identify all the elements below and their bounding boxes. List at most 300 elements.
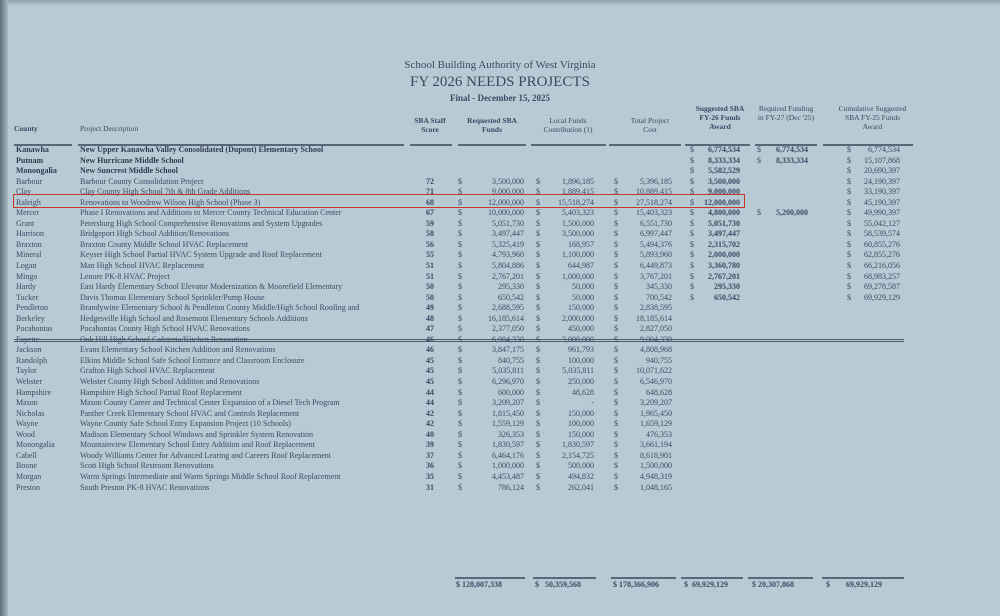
project-description-cell: Bridgeport High School Addition/Renovations <box>80 229 230 239</box>
project-description-cell: Pocahontas County High School HVAC Renovations <box>80 324 250 334</box>
total-cell: 648,628 <box>646 387 672 397</box>
cumulative-cell: 62,855,276 <box>864 250 900 260</box>
county-cell: Braxton <box>16 239 42 249</box>
currency-sign: $ <box>614 208 618 218</box>
county-cell: Logan <box>16 261 37 271</box>
total-cell: 10,889,415 <box>636 187 672 197</box>
score-cell: 50 <box>426 282 434 292</box>
suggested-cell: 2,767,201 <box>708 271 740 281</box>
col-header-required: Required Funding in FY-27 (Dec '25) <box>757 104 815 122</box>
suggested-cell: 650,542 <box>714 292 740 302</box>
table-row <box>14 293 914 304</box>
total-cell: 3,767,201 <box>640 271 672 281</box>
page-subtitle: Final - December 15, 2025 <box>449 93 551 103</box>
currency-sign: $ <box>690 145 694 154</box>
currency-sign: $ <box>458 345 462 355</box>
score-cell: 58 <box>426 229 434 239</box>
county-cell: Barbour <box>16 176 43 186</box>
project-description-cell: South Preston PK-8 HVAC Renovations <box>80 482 210 492</box>
requested-cell: 6,464,176 <box>492 450 524 460</box>
total-cost-value: 178,366,906 <box>619 580 659 589</box>
currency-sign: $ <box>614 461 618 471</box>
currency-sign: $ <box>458 387 462 397</box>
local-cell: 5,035,811 <box>562 366 594 376</box>
project-description-cell: Evans Elementary School Kitchen Addition and Renovations <box>80 345 276 355</box>
currency-sign: $ <box>536 387 540 397</box>
currency-sign: $ <box>690 187 694 197</box>
table-row <box>14 430 914 441</box>
county-cell: Monongalia <box>16 440 55 450</box>
required-cell: 8,333,334 <box>776 155 808 165</box>
requested-cell: 1,000,000 <box>492 461 524 471</box>
currency-sign: $ <box>458 197 462 207</box>
score-cell: 56 <box>426 239 434 249</box>
project-description-cell: Hedgesville High School and Rosemont Elementary Schools Additions <box>80 313 308 323</box>
clay-row-highlight-box <box>13 194 745 208</box>
county-cell: Mingo <box>16 271 38 281</box>
table-row <box>14 419 914 430</box>
currency-sign: $ <box>614 387 618 397</box>
requested-cell: 3,847,175 <box>492 345 524 355</box>
currency-sign: $ <box>614 429 618 439</box>
currency-sign: $ <box>614 450 618 460</box>
score-cell: 35 <box>426 471 434 481</box>
currency-sign: $ <box>847 282 851 292</box>
currency-sign: $ <box>690 176 694 186</box>
project-description-cell: Petersburg High School Comprehensive Renovations and System Upgrades <box>80 218 323 228</box>
totals-rule <box>611 577 676 579</box>
currency-sign: $ <box>536 482 540 492</box>
county-cell: Kanawha <box>16 145 49 154</box>
total-cell: 8,618,901 <box>640 450 672 460</box>
cumulative-cell: 15,107,868 <box>864 155 900 165</box>
currency-sign: $ <box>614 250 618 260</box>
table-row <box>14 345 914 356</box>
total-local <box>535 580 581 590</box>
currency-sign: $ <box>690 271 694 281</box>
currency-sign: $ <box>690 218 694 228</box>
requested-cell: 10,000,000 <box>488 208 524 218</box>
score-cell: 45 <box>426 355 434 365</box>
currency-sign: $ <box>614 303 618 313</box>
total-suggested <box>684 580 728 590</box>
local-cell: 150,000 <box>568 408 594 418</box>
currency-sign: $ <box>614 471 618 481</box>
total-cell: 3,661,194 <box>640 440 672 450</box>
score-cell: 55 <box>426 250 434 260</box>
table-row <box>14 240 914 251</box>
currency-sign: $ <box>536 440 540 450</box>
col-header-cumulative: Cumulative Suggested SBA FY-25 Funds Award <box>838 104 907 131</box>
county-cell: Clay <box>16 187 32 197</box>
county-cell: Nicholas <box>16 408 45 418</box>
score-cell: 59 <box>426 218 434 228</box>
score-cell: 45 <box>426 366 434 376</box>
currency-sign: $ <box>536 292 540 302</box>
currency-sign: $ <box>613 580 617 589</box>
total-cumulative-value: 69,929,129 <box>846 580 882 589</box>
required-cell: 6,774,534 <box>776 145 808 154</box>
project-description-cell: Woody Williams Center for Advanced Learing and Careers Roof Replacement <box>80 450 332 460</box>
suggested-cell: 6,774,534 <box>708 145 740 154</box>
county-cell: Berkeley <box>16 313 45 323</box>
score-cell: 48 <box>426 313 434 323</box>
requested-cell: 600,000 <box>498 387 524 397</box>
currency-sign: $ <box>614 366 618 376</box>
currency-sign: $ <box>752 580 756 589</box>
local-cell: 250,000 <box>568 377 594 387</box>
currency-sign: $ <box>536 218 540 228</box>
project-description-cell: Phase I Renovations and Additions to Mercer County Technical Education Center <box>80 208 342 218</box>
local-cell: 961,793 <box>568 345 594 355</box>
total-cell: 2,838,595 <box>640 303 672 313</box>
currency-sign: $ <box>536 429 540 439</box>
score-cell: 45 <box>426 377 434 387</box>
county-cell: Preston <box>16 482 40 492</box>
county-cell: Putnam <box>16 155 44 165</box>
currency-sign: $ <box>847 218 851 228</box>
currency-sign: $ <box>614 218 618 228</box>
currency-sign: $ <box>847 292 851 302</box>
currency-sign: $ <box>536 197 540 207</box>
col-header-description: Project Description <box>80 124 139 133</box>
requested-cell: 1,559,129 <box>492 419 524 429</box>
suggested-cell: 3,497,447 <box>708 229 740 239</box>
requested-cell: 16,185,614 <box>488 313 524 323</box>
cumulative-cell: 60,855,276 <box>864 239 900 249</box>
total-cell: 4,948,319 <box>640 471 672 481</box>
project-description-cell: Renovations to Woodrow Wilson High School (Phase 3) <box>80 197 261 207</box>
currency-sign: $ <box>826 580 830 589</box>
total-cell: 345,330 <box>646 282 672 292</box>
local-cell: 48,628 <box>572 387 594 397</box>
currency-sign: $ <box>847 166 851 176</box>
project-description-cell: New Suncrest Middle School <box>80 166 178 176</box>
local-cell: 100,000 <box>568 355 594 365</box>
currency-sign: $ <box>614 408 618 418</box>
currency-sign: $ <box>614 176 618 186</box>
currency-sign: $ <box>458 261 462 271</box>
suggested-cell: 3,360,780 <box>708 261 740 271</box>
county-cell: Wood <box>16 429 35 439</box>
county-cell: Taylor <box>16 366 37 376</box>
currency-sign: $ <box>458 313 462 323</box>
county-cell: Hampshire <box>16 387 52 397</box>
suggested-cell: 4,800,000 <box>708 208 740 218</box>
requested-cell: 326,353 <box>498 429 524 439</box>
total-cell: 6,449,873 <box>640 261 672 271</box>
county-cell: Raleigh <box>16 197 41 207</box>
requested-cell: 5,051,730 <box>492 218 524 228</box>
cumulative-cell: 69,278,587 <box>864 282 900 292</box>
currency-sign: $ <box>458 419 462 429</box>
table-row <box>14 324 914 335</box>
currency-sign: $ <box>536 471 540 481</box>
currency-sign: $ <box>690 166 694 176</box>
currency-sign: $ <box>614 197 618 207</box>
currency-sign: $ <box>614 313 618 323</box>
currency-sign: $ <box>458 355 462 365</box>
suggested-cell: 295,330 <box>714 282 740 292</box>
currency-sign: $ <box>684 580 688 589</box>
requested-cell: 5,035,811 <box>492 366 524 376</box>
cumulative-cell: 55,042,127 <box>864 218 900 228</box>
total-cell: 10,071,622 <box>636 366 672 376</box>
project-description-cell: Barbour County Consolidation Project <box>80 176 204 186</box>
currency-sign: $ <box>690 261 694 271</box>
currency-sign: $ <box>847 208 851 218</box>
currency-sign: $ <box>536 303 540 313</box>
county-cell: Wayne <box>16 419 39 429</box>
currency-sign: $ <box>458 250 462 260</box>
currency-sign: $ <box>847 239 851 249</box>
totals-rule <box>533 577 596 579</box>
currency-sign: $ <box>757 155 761 165</box>
currency-sign: $ <box>536 450 540 460</box>
score-cell: 47 <box>426 324 434 334</box>
county-cell: Mercer <box>16 208 40 218</box>
score-cell: 51 <box>426 271 434 281</box>
currency-sign: $ <box>536 239 540 249</box>
cumulative-cell: 58,539,574 <box>864 229 900 239</box>
score-cell: 67 <box>426 208 434 218</box>
currency-sign: $ <box>614 271 618 281</box>
currency-sign: $ <box>535 580 539 589</box>
currency-sign: $ <box>847 250 851 260</box>
total-cell: 476,353 <box>646 429 672 439</box>
currency-sign: $ <box>614 398 618 408</box>
table-row <box>14 377 914 388</box>
currency-sign: $ <box>458 461 462 471</box>
currency-sign: $ <box>458 292 462 302</box>
currency-sign: $ <box>847 145 851 154</box>
currency-sign: $ <box>847 187 851 197</box>
currency-sign: $ <box>536 282 540 292</box>
total-cell: 1,965,450 <box>640 408 672 418</box>
county-cell: Jackson <box>16 345 42 355</box>
col-header-local: Local Funds Contribution (1) <box>543 116 593 134</box>
local-cell: 262,041 <box>568 482 594 492</box>
county-cell: Mason <box>16 398 38 408</box>
project-description-cell: Davis Thomas Elementary School Sprinkler/Pump House <box>80 292 265 302</box>
score-cell: 40 <box>426 429 434 439</box>
suggested-cell: 5,582,529 <box>708 166 740 176</box>
currency-sign: $ <box>690 282 694 292</box>
cumulative-cell: 20,690,397 <box>864 166 900 176</box>
currency-sign: $ <box>536 408 540 418</box>
local-cell: 644,987 <box>568 261 594 271</box>
currency-sign: $ <box>536 229 540 239</box>
local-cell: 3,500,000 <box>562 229 594 239</box>
table-row <box>14 250 914 261</box>
currency-sign: $ <box>458 187 462 197</box>
table-row <box>14 261 914 272</box>
county-cell: Cabell <box>16 450 37 460</box>
cumulative-cell: 49,990,397 <box>864 208 900 218</box>
currency-sign: $ <box>536 398 540 408</box>
currency-sign: $ <box>690 197 694 207</box>
totals-rule <box>455 577 525 579</box>
project-description-cell: Scott High School Restroom Renovations <box>80 461 214 471</box>
local-cell: 5,403,323 <box>562 208 594 218</box>
total-cell: 2,827,050 <box>640 324 672 334</box>
requested-cell: 3,497,447 <box>492 229 524 239</box>
table-row <box>14 229 914 240</box>
currency-sign: $ <box>458 324 462 334</box>
currency-sign: $ <box>757 145 761 154</box>
score-cell: 71 <box>426 187 434 197</box>
requested-cell: 295,330 <box>498 282 524 292</box>
project-description-cell: Elkins Middle School Safe School Entrance and Classroom Enclosure <box>80 355 305 365</box>
col-header-suggested: Suggested SBA FY-26 Funds Award <box>695 104 745 131</box>
requested-cell: 4,793,960 <box>492 250 524 260</box>
col-header-score: SBA Staff Score <box>414 116 446 134</box>
currency-sign: $ <box>536 208 540 218</box>
currency-sign: $ <box>536 313 540 323</box>
county-cell: Mineral <box>16 250 42 260</box>
currency-sign: $ <box>458 176 462 186</box>
total-cell: 6,546,970 <box>640 377 672 387</box>
currency-sign: $ <box>690 250 694 260</box>
local-cell: 1,889,415 <box>562 187 594 197</box>
currency-sign: $ <box>458 440 462 450</box>
requested-cell: 2,377,050 <box>492 324 524 334</box>
total-cell: 5,494,376 <box>640 239 672 249</box>
project-description-cell: Webster County High School Addition and Renovations <box>80 377 260 387</box>
project-description-cell: Grafton High School HVAC Replacement <box>80 366 215 376</box>
total-requested-value: 128,007,338 <box>462 580 502 589</box>
org-name: School Building Authority of West Virginia <box>404 59 596 71</box>
table-row <box>14 303 914 314</box>
currency-sign: $ <box>458 429 462 439</box>
currency-sign: $ <box>458 408 462 418</box>
suggested-cell: 3,500,000 <box>708 176 740 186</box>
score-cell: 39 <box>426 440 434 450</box>
table-row <box>14 208 914 219</box>
score-cell: 49 <box>426 303 434 313</box>
currency-sign: $ <box>458 377 462 387</box>
table-row <box>14 356 914 367</box>
currency-sign: $ <box>536 419 540 429</box>
currency-sign: $ <box>536 176 540 186</box>
score-cell: 51 <box>426 261 434 271</box>
table-row <box>14 156 914 167</box>
table-row <box>14 409 914 420</box>
local-cell: 1,100,000 <box>562 250 594 260</box>
table-row <box>14 145 914 156</box>
requested-cell: 1,815,450 <box>492 408 524 418</box>
suggested-cell: 2,000,000 <box>708 250 740 260</box>
currency-sign: $ <box>690 229 694 239</box>
currency-sign: $ <box>614 482 618 492</box>
suggested-cell: 8,333,334 <box>708 155 740 165</box>
county-cell: Boone <box>16 461 37 471</box>
local-cell: 50,000 <box>572 292 594 302</box>
county-cell: Pocahontas <box>16 324 53 334</box>
cumulative-cell: 68,983,257 <box>864 271 900 281</box>
county-cell: Hardy <box>16 282 36 292</box>
local-cell: - <box>591 398 594 408</box>
county-cell: Randolph <box>16 355 48 365</box>
currency-sign: $ <box>458 282 462 292</box>
county-cell: Harrison <box>16 229 44 239</box>
total-requested <box>456 580 502 590</box>
cumulative-cell: 6,774,534 <box>868 145 900 154</box>
photo-frame-top <box>0 0 1000 6</box>
currency-sign: $ <box>536 366 540 376</box>
local-cell: 450,000 <box>568 324 594 334</box>
currency-sign: $ <box>536 250 540 260</box>
score-cell: 44 <box>426 398 434 408</box>
required-cell: 5,200,000 <box>776 208 808 218</box>
score-cell: 46 <box>426 345 434 355</box>
project-description-cell: Warm Springs Intermediate and Warm Springs Middle School Roof Replacement <box>80 471 341 481</box>
county-cell: Tucker <box>16 292 39 302</box>
requested-cell: 786,124 <box>498 482 524 492</box>
score-cell: 44 <box>426 387 434 397</box>
currency-sign: $ <box>458 239 462 249</box>
local-cell: 150,000 <box>568 429 594 439</box>
requested-cell: 650,542 <box>498 292 524 302</box>
currency-sign: $ <box>536 355 540 365</box>
project-description-cell: Hampshire High School Partial Roof Replacement <box>80 387 242 397</box>
currency-sign: $ <box>847 271 851 281</box>
total-local-value: 50,359,568 <box>545 580 581 589</box>
county-cell: Monongalia <box>16 166 57 176</box>
currency-sign: $ <box>757 208 761 218</box>
local-cell: 494,832 <box>568 471 594 481</box>
project-description-cell: New Upper Kanawha Valley Consolidated (Dupont) Elementary School <box>80 145 324 154</box>
requested-cell: 4,453,487 <box>492 471 524 481</box>
project-description-cell: Braxton County Middle School HVAC Replacement <box>80 239 249 249</box>
score-cell: 42 <box>426 419 434 429</box>
total-cell: 940,755 <box>646 355 672 365</box>
funding-cutoff-line <box>14 339 904 340</box>
currency-sign: $ <box>536 271 540 281</box>
currency-sign: $ <box>536 261 540 271</box>
local-cell: 500,000 <box>568 461 594 471</box>
currency-sign: $ <box>536 461 540 471</box>
cumulative-cell: 33,190,397 <box>864 187 900 197</box>
county-cell: Grant <box>16 218 35 228</box>
total-cumulative <box>826 580 882 590</box>
score-cell: 50 <box>426 292 434 302</box>
table-row <box>14 314 914 325</box>
total-cell: 1,659,129 <box>640 419 672 429</box>
score-cell: 37 <box>426 450 434 460</box>
currency-sign: $ <box>614 440 618 450</box>
table-row <box>14 177 914 188</box>
table-row <box>14 366 914 377</box>
table-row <box>14 483 914 494</box>
currency-sign: $ <box>847 261 851 271</box>
total-cell: 6,997,447 <box>640 229 672 239</box>
project-description-cell: Man High School HVAC Replacement <box>80 261 205 271</box>
local-cell: 1,830,597 <box>562 440 594 450</box>
total-cell: 1,500,000 <box>640 461 672 471</box>
currency-sign: $ <box>614 324 618 334</box>
local-cell: 150,000 <box>568 303 594 313</box>
local-cell: 2,000,000 <box>562 313 594 323</box>
total-cell: 700,542 <box>646 292 672 302</box>
total-cell: 27,518,274 <box>636 197 672 207</box>
currency-sign: $ <box>614 377 618 387</box>
currency-sign: $ <box>847 176 851 186</box>
table-row <box>14 451 914 462</box>
score-cell: 68 <box>426 197 434 207</box>
cumulative-cell: 66,216,056 <box>864 261 900 271</box>
requested-cell: 9,000,000 <box>492 187 524 197</box>
